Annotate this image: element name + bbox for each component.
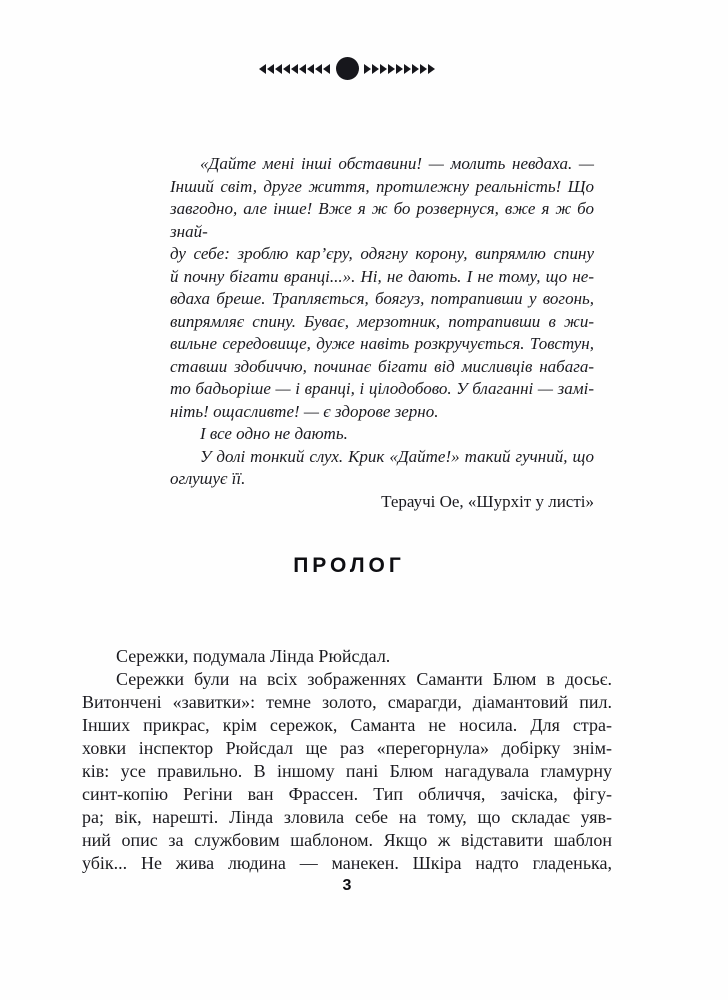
text-line: ків: усе правильно. В іншому пані Блюм нагадувала гламурну [82,761,612,781]
text-line: вильне середовище, дуже навіть розкручується. Товстун, [170,334,594,353]
right-triangle-icon [412,64,419,74]
left-triangle-icon [267,64,274,74]
text-line: І все одно не дають. [200,424,348,443]
text-line: У долі тонкий слух. Крик «Дайте!» такий гучний, що [200,446,594,466]
right-triangle-icon [396,64,403,74]
text-line: ніть! ощасливте! — є здорове зерно. [170,401,439,421]
right-triangle-icon [380,64,387,74]
text-line: ховки інспектор Рюйсдал ще раз «перегорнула» добірку знім- [82,738,612,758]
text-line: оглушує її. [170,469,246,488]
text-line: «Дайте мені інші обставини! — молить невдаха. — [200,154,594,173]
right-arrows-icon [364,64,436,74]
text-line: Витончені «завитки»: темне золото, смарагди, діамантовий пил. [82,692,612,712]
left-arrows-icon [259,64,331,74]
right-triangle-icon [364,64,371,74]
text-line: й почну бігати вранці...». Ні, не дають. І не тому, що не- [170,266,594,286]
text-line: Сережки були на всіх зображеннях Саманти Блюм в досьє. [116,669,612,689]
ornament-divider [82,57,612,80]
left-triangle-icon [283,64,290,74]
left-triangle-icon [259,64,266,74]
page-number: 3 [342,877,352,894]
right-triangle-icon [420,64,427,74]
epigraph-text [170,153,594,491]
text-line: ра; вік, нарешті. Лінда зловила себе на тому, що складає уяв- [82,807,612,827]
text-line: Інший світ, друге життя, протилежну реальність! Що [170,176,594,196]
text-line: ний опис за службовим шаблоном. Якщо ж відставити шаблон [82,830,612,850]
epigraph [170,153,594,513]
epigraph-attribution: Тераучі Ое, «Шурхіт у листі» [381,491,594,511]
body-text [82,645,612,875]
text-line: то бадьоріше — і вранці, і цілодобово. У благанні — замі- [170,379,594,398]
text-line: завгодно, але інше! Вже я ж бо розвернуся, вже я ж бо знай- [170,199,594,241]
text-line: випрямляє спину. Буває, мерзотник, потрапивши в жи- [170,311,594,331]
right-triangle-icon [428,64,435,74]
chapter-heading: ПРОЛОГ [293,554,405,577]
left-triangle-icon [315,64,322,74]
text-line: Сережки, подумала Лінда Рюйсдал. [116,646,391,666]
text-line: ставши здобиччю, починає бігати від мисливців набага- [170,356,594,376]
right-triangle-icon [388,64,395,74]
text-line: ду себе: зроблю кар’єру, одягну корону, випрямлю спину [170,244,594,263]
text-line: вдаха бреше. Трапляється, боягуз, потрапивши у вогонь, [170,289,594,308]
circle-icon [336,57,359,80]
right-triangle-icon [372,64,379,74]
text-line: убік... Не жива людина — манекен. Шкіра надто гладенька, [82,853,612,873]
left-triangle-icon [275,64,282,74]
text-line: Інших прикрас, крім сережок, Саманта не носила. Для стра- [82,715,612,735]
left-triangle-icon [323,64,330,74]
left-triangle-icon [299,64,306,74]
text-line: синт-копію Регіни ван Фрассен. Тип обличчя, зачіска, фігу- [82,784,612,804]
left-triangle-icon [307,64,314,74]
left-triangle-icon [291,64,298,74]
right-triangle-icon [404,64,411,74]
